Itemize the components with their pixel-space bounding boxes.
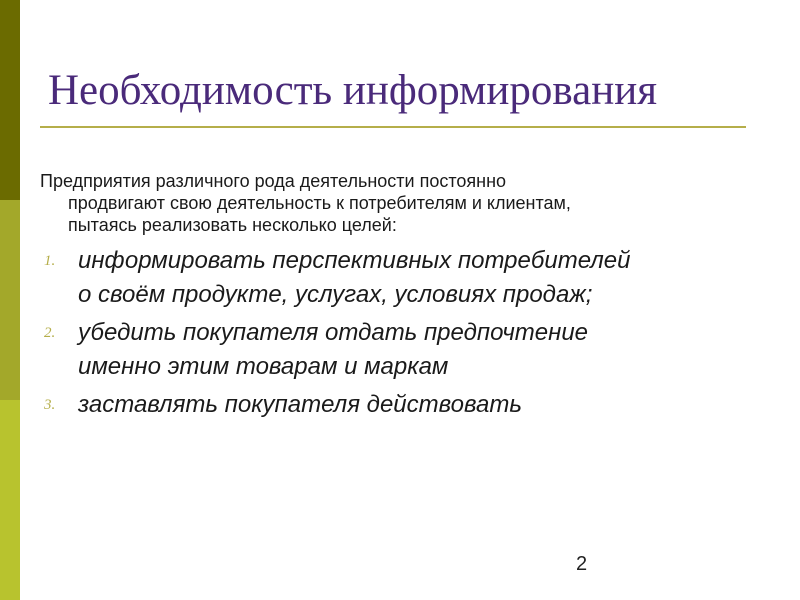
list-item-text: заставлять покупателя действовать	[78, 391, 522, 418]
list-item-number: 3.	[44, 397, 56, 413]
goals-list	[40, 244, 750, 426]
list-item	[40, 316, 750, 384]
list-item-text: убедить покупателя отдать предпочтение	[78, 319, 589, 346]
accent-bar-segment-dark	[0, 0, 20, 200]
intro-paragraph	[40, 170, 740, 236]
title-underline	[40, 126, 746, 128]
list-item-number: 1.	[44, 253, 56, 269]
list-item-text: именно этим товарам и маркам	[78, 353, 449, 380]
slide-title: Необходимость информирования	[48, 67, 657, 114]
intro-line: продвигают свою деятельность к потребителям и клиентам,	[68, 193, 571, 213]
accent-bar-segment-mid	[0, 200, 20, 400]
left-accent-bar	[0, 0, 20, 600]
list-item	[40, 244, 750, 312]
page-number: 2	[576, 553, 588, 575]
accent-bar-segment-light	[0, 400, 20, 600]
list-item-text: о своём продукте, услугах, условиях продаж;	[78, 281, 593, 308]
list-item-text: информировать перспективных потребителей	[78, 247, 631, 274]
list-item-number: 2.	[44, 325, 56, 341]
list-item	[40, 388, 750, 422]
intro-line: Предприятия различного рода деятельности постоянно	[40, 171, 507, 191]
intro-line: пытаясь реализовать несколько целей:	[68, 215, 397, 235]
